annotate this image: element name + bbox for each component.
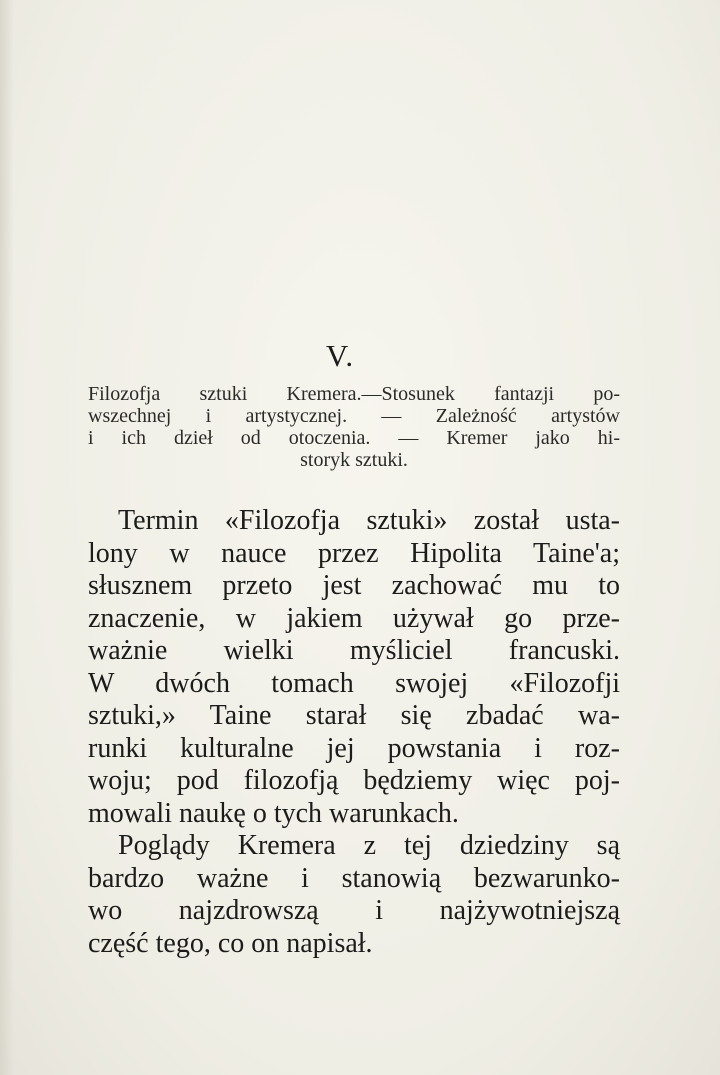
paragraph-1-line: W dwóch tomach swojej «Filozofji [88, 667, 620, 699]
summary-line: Filozofja sztuki Kremera.—Stosunek fantazji po- [88, 383, 620, 405]
summary-line: storyk sztuki. [300, 449, 408, 471]
paragraph-1-line: woju; pod filozofją będziemy więc poj- [88, 765, 620, 796]
paragraph-1-line: runki kulturalne jej powstania i roz- [88, 732, 620, 764]
paragraph-1-line: mowali naukę o tych warunkach. [88, 797, 459, 829]
paragraph-2-line: wo najzdrowszą i najżywotniejszą [88, 895, 620, 926]
paragraph-1-line: Termin «Filozofja sztuki» został usta- [118, 505, 620, 536]
chapter-summary [88, 383, 620, 471]
chapter-number: V. [325, 338, 355, 373]
paragraph-1-line: ważnie wielki myśliciel francuski. [88, 635, 620, 666]
paragraph-1-line: sztuki,» Taine starał się zbadać wa- [88, 700, 620, 731]
paragraph-2-line: Poglądy Kremera z tej dziedziny są [118, 830, 620, 861]
body-text [88, 505, 620, 960]
paragraph-2-line: część tego, co on napisał. [88, 927, 373, 959]
paragraph-1-line: znaczenie, w jakiem używał go prze- [88, 602, 620, 634]
paragraph-2-line: bardzo ważne i stanowią bezwarunko- [88, 862, 620, 894]
page-edge-shadow [0, 0, 14, 1075]
summary-line: wszechnej i artystycznej. — Zależność artystów [88, 405, 620, 427]
summary-line: i ich dzieł od otoczenia. — Kremer jako hi- [88, 427, 620, 449]
paragraph-1-line: słusznem przeto jest zachować mu to [88, 570, 620, 601]
paragraph-1-line: lony w nauce przez Hipolita Taine'a; [88, 537, 620, 569]
